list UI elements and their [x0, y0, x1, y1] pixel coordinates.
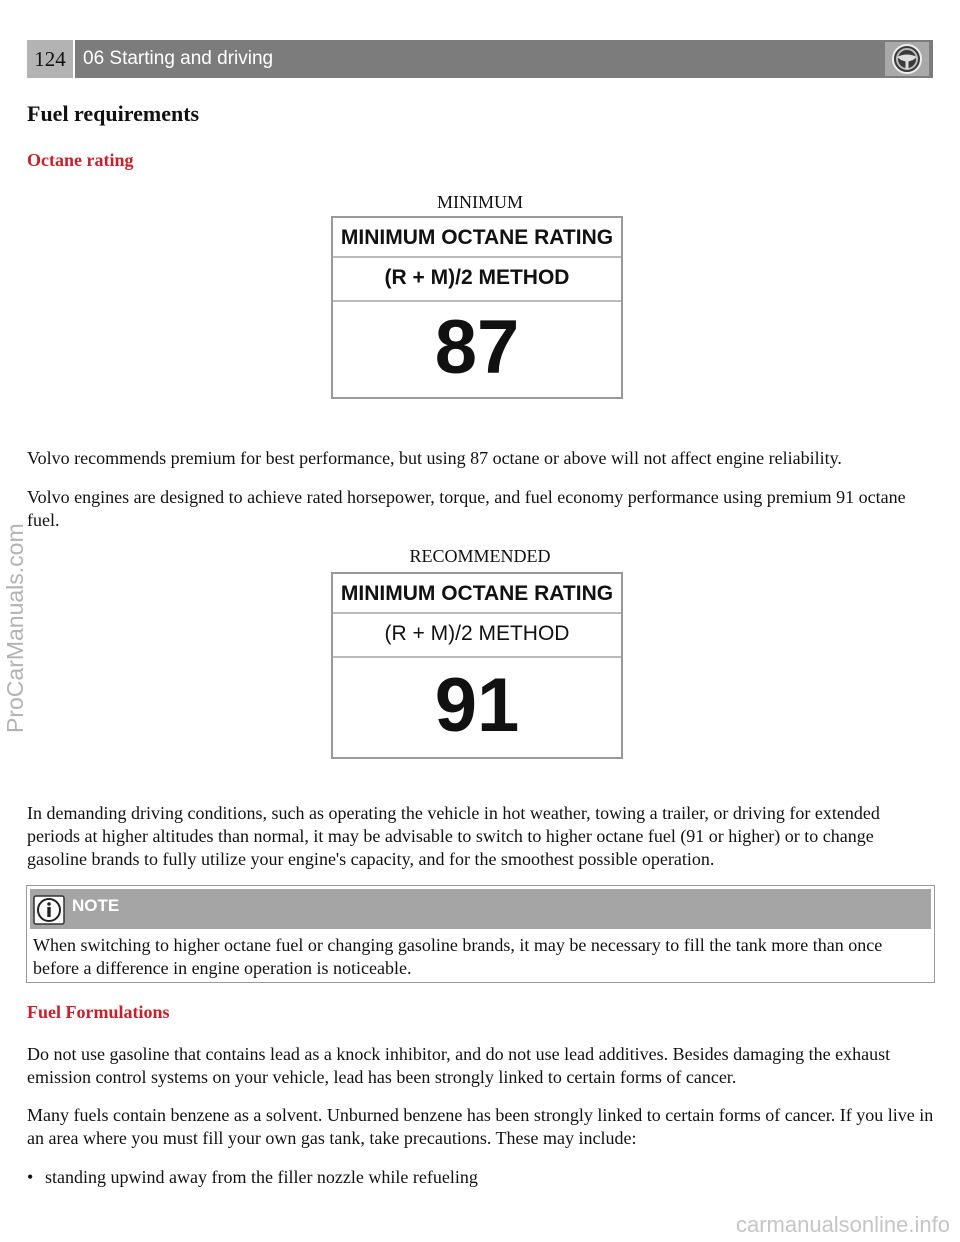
page-title: Fuel requirements: [27, 101, 200, 126]
label-method: (R + M)/2 METHOD: [333, 614, 621, 658]
fuel-formulations-heading: Fuel Formulations: [27, 1002, 170, 1022]
label-title: MINIMUM OCTANE RATING: [333, 574, 621, 614]
octane-value: 91: [434, 663, 520, 748]
paragraph: Many fuels contain benzene as a solvent. Unburned benzene has been strongly linked to certain forms of cancer. If you live in an area where you must fill your own gas tank, take precautions. These may include:: [27, 1105, 934, 1148]
recommended-octane-label: [331, 572, 623, 759]
section-header-bar: [75, 40, 933, 78]
info-icon: [33, 895, 65, 930]
steering-wheel-icon: [885, 42, 929, 76]
paragraph: Volvo engines are designed to achieve rated horsepower, torque, and fuel economy performance using premium 91 octane fuel.: [27, 487, 906, 530]
label-method: (R + M)/2 METHOD: [333, 258, 621, 302]
note-box: [26, 885, 935, 983]
minimum-octane-label: [331, 216, 623, 399]
minimum-caption: MINIMUM: [436, 192, 523, 212]
paragraph: Do not use gasoline that contains lead as a knock inhibitor, and do not use lead additives. Besides damaging the exhaust emission control systems on your vehicle, lead has been strongly linked to certain forms of cancer.: [27, 1044, 891, 1087]
octane-value: 87: [434, 305, 520, 390]
octane-rating-heading: Octane rating: [27, 150, 134, 170]
section-title: 06 Starting and driving: [83, 48, 274, 69]
footer-watermark: carmanualsonline.info: [735, 1212, 950, 1237]
label-title: MINIMUM OCTANE RATING: [333, 218, 621, 258]
list-item: [27, 1166, 478, 1189]
paragraph: In demanding driving conditions, such as operating the vehicle in hot weather, towing a trailer, or driving for extended periods at higher altitudes than normal, it may be advisable to switch to higher octane fuel (91 or higher) or to change gasoline brands to fully utilize your engine's capacity, and for the smoothest possible operation.: [27, 803, 880, 869]
page-header: [27, 40, 933, 78]
bullet-icon: •: [27, 1167, 34, 1187]
note-header: [30, 889, 931, 929]
list-item-text: standing upwind away from the filler nozzle while refueling: [45, 1167, 478, 1187]
note-label: NOTE: [72, 896, 120, 915]
recommended-caption: RECOMMENDED: [409, 546, 551, 566]
page-number: 124: [27, 40, 73, 78]
note-text: When switching to higher octane fuel or changing gasoline brands, it may be necessary to fill the tank more than once before a difference in engine operation is noticeable.: [33, 935, 883, 978]
paragraph: Volvo recommends premium for best performance, but using 87 octane or above will not affect engine reliability.: [27, 448, 842, 468]
side-watermark: ProCarManuals.com: [2, 523, 28, 733]
